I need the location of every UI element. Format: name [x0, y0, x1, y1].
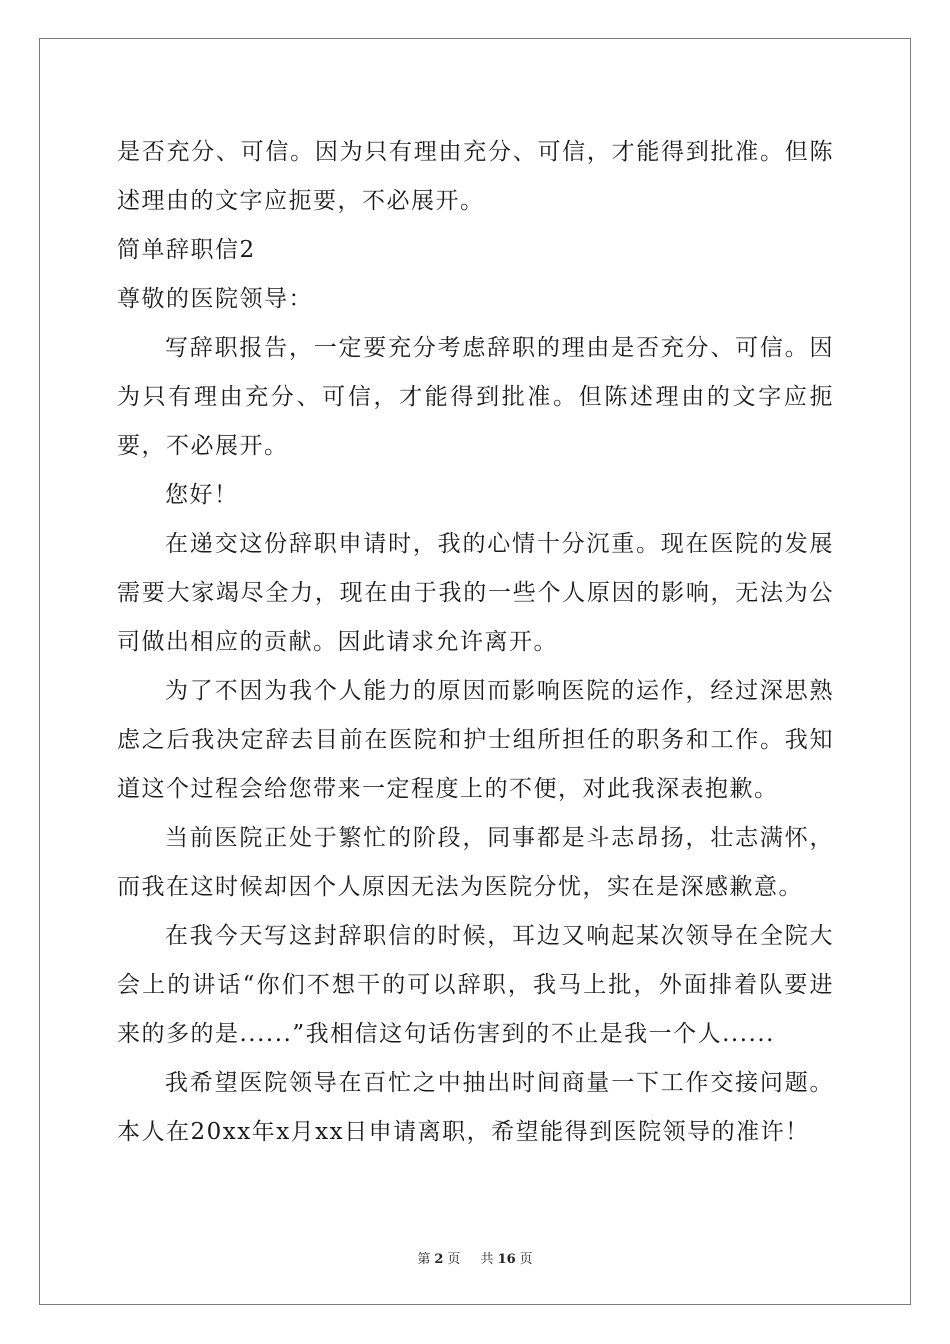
- paragraph-8: 当前医院正处于繁忙的阶段，同事都是斗志昂扬，壮志满怀，而我在这时候却因个人原因无法为医院分忧，实在是深感歉意。: [117, 825, 834, 900]
- paragraph-9: 在我今天写这封辞职信的时候，耳边又响起某次领导在全院大会上的讲话“你们不想干的可以辞职，我马上批，外面排着队要进来的多的是......”我相信这句话伤害到的不止是我一个人......: [117, 923, 834, 1047]
- total-indicator: [477, 1252, 537, 1267]
- total-number: 16: [497, 1252, 516, 1267]
- page-number: 2: [434, 1252, 444, 1267]
- page-footer: [0, 1248, 950, 1267]
- total-suffix: 页: [519, 1252, 533, 1267]
- paragraph-4: 写辞职报告，一定要充分考虑辞职的理由是否充分、可信。因为只有理由充分、可信，才能得到批准。但陈述理由的文字应扼要，不必展开。: [117, 335, 834, 459]
- paragraph-1: 是否充分、可信。因为只有理由充分、可信，才能得到批准。但陈述理由的文字应扼要，不必展开。: [117, 139, 834, 214]
- page-indicator: [413, 1252, 464, 1267]
- paragraph-10: 我希望医院领导在百忙之中抽出时间商量一下工作交接问题。本人在20xx年x月xx日申请离职，希望能得到医院领导的准许！: [117, 1070, 834, 1145]
- paragraph-7: 为了不因为我个人能力的原因而影响医院的运作，经过深思熟虑之后我决定辞去目前在医院和护士组所担任的职务和工作。我知道这个过程会给您带来一定程度上的不便，对此我深表抱歉。: [117, 678, 834, 802]
- page-prefix: 第: [417, 1252, 431, 1267]
- greeting: 您好！: [165, 482, 239, 508]
- section-title: 简单辞职信2: [117, 237, 256, 263]
- total-prefix: 共: [480, 1252, 494, 1267]
- paragraph-6: 在递交这份辞职申请时，我的心情十分沉重。现在医院的发展需要大家竭尽全力，现在由于我的一些个人原因的影响，无法为公司做出相应的贡献。因此请求允许离开。: [117, 531, 834, 655]
- document-body: [117, 128, 834, 1157]
- salutation: 尊敬的医院领导：: [117, 286, 313, 312]
- page-suffix: 页: [447, 1252, 461, 1267]
